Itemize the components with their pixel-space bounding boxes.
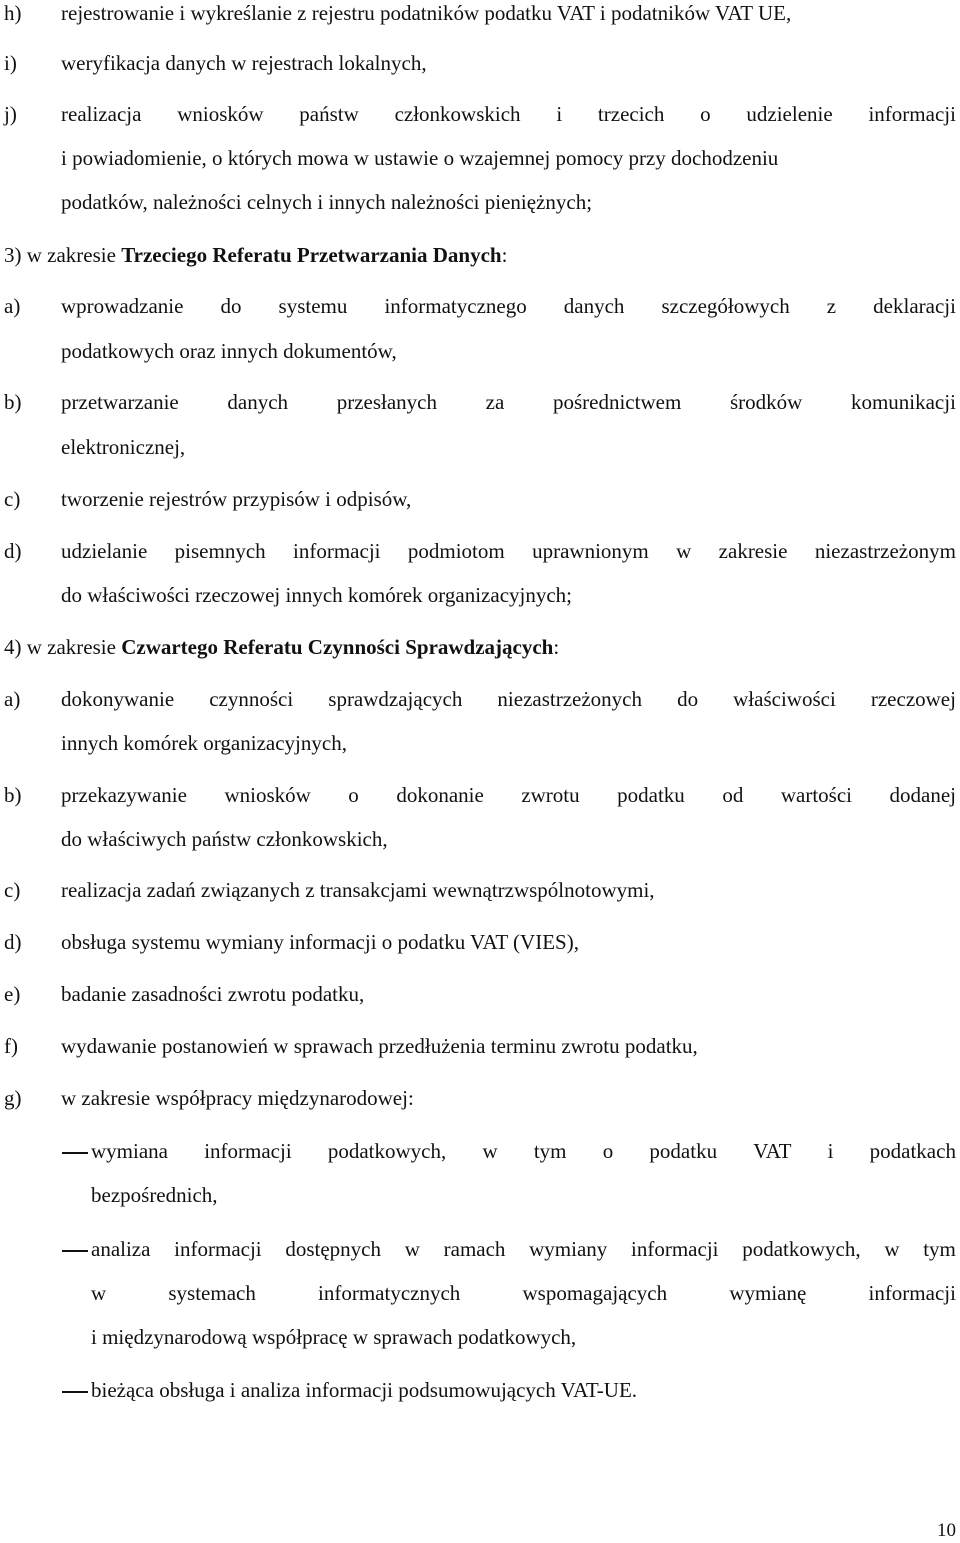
dash-item-2-line-3: i międzynarodową współpracę w sprawach podatkowych, <box>91 1325 577 1349</box>
section-4-item-b-line-2: do właściwych państw członkowskich, <box>61 827 388 851</box>
item-label: a) <box>4 294 21 318</box>
dash-item-3-text: bieżąca obsługa i analiza informacji podsumowujących VAT-UE. <box>91 1378 638 1402</box>
word: szczegółowych <box>661 294 790 318</box>
word: informatycznego <box>384 294 527 318</box>
justified-line <box>91 1236 956 1262</box>
justified-text <box>91 1138 956 1164</box>
section-3-item-a-line-1 <box>61 293 956 319</box>
section-3-item-c-text: tworzenie rejestrów przypisów i odpisów, <box>61 487 412 511</box>
section-3-item-a-line-2: podatkowych oraz innych dokumentów, <box>61 339 397 363</box>
justified-line <box>61 293 956 319</box>
section-4-item-d-text: obsługa systemu wymiany informacji o podatku VAT (VIES), <box>61 930 579 954</box>
word: trzecich <box>597 102 665 126</box>
justified-text <box>61 389 956 415</box>
word: wartości <box>780 783 852 807</box>
word: za <box>485 390 505 414</box>
word: do <box>220 294 242 318</box>
section-4-item-f-text: wydawanie postanowień w sprawach przedłużenia terminu zwrotu podatku, <box>61 1034 698 1058</box>
justified-line <box>61 782 956 808</box>
dash-bullet <box>62 1391 88 1393</box>
word: o <box>348 783 359 807</box>
section-3-item-b-line-2: elektronicznej, <box>61 435 186 459</box>
item-text: rejestrowanie i wykreślanie z rejestru podatników podatku VAT i podatników VAT UE, <box>61 1 792 25</box>
section-4-item-f-label: f) <box>4 1034 18 1058</box>
word: ramach <box>443 1237 506 1261</box>
word: wspomagających <box>522 1281 668 1305</box>
word: podatkach <box>869 1139 956 1163</box>
justified-text <box>61 101 956 127</box>
word: udzielenie <box>746 102 833 126</box>
section-title: Trzeciego Referatu Przetwarzania Danych <box>121 243 502 267</box>
section-prefix: w zakresie <box>26 243 116 267</box>
dash-item-1-line-1 <box>91 1138 956 1164</box>
item-text-line-2: i powiadomienie, o których mowa w ustawie o wzajemnej pomocy przy dochodzeniu <box>61 146 779 170</box>
section-4-item-e-label: e) <box>4 982 21 1006</box>
justified-text <box>61 538 956 564</box>
section-3-item-d-line-1 <box>61 538 956 564</box>
section-4-item-a-line-1 <box>61 686 956 712</box>
word: informacji <box>868 1281 956 1305</box>
word: podatkowych, <box>742 1237 861 1261</box>
dash-item-2-line-1 <box>91 1236 956 1262</box>
section-4-item-e-text: badanie zasadności zwrotu podatku, <box>61 982 365 1006</box>
justified-text <box>61 686 956 712</box>
section-label: 4) <box>4 635 22 659</box>
word: dokonanie <box>396 783 484 807</box>
word: przesłanych <box>336 390 438 414</box>
dash-bullet <box>62 1152 88 1154</box>
section-4-item-d-label: d) <box>4 930 22 954</box>
word: o <box>700 102 711 126</box>
word: przetwarzanie <box>61 390 179 414</box>
section-3-item-d-label: d) <box>4 539 22 563</box>
word: systemu <box>278 294 348 318</box>
word: podmiotom <box>407 539 505 563</box>
section-4-item-b-label: b) <box>4 783 22 807</box>
word: właściwości <box>733 687 836 711</box>
page-number: 10 <box>937 1520 956 1541</box>
word: w <box>91 1281 107 1305</box>
word: systemach <box>168 1281 256 1305</box>
word: wprowadzanie <box>61 294 184 318</box>
justified-line <box>61 686 956 712</box>
word: pośrednictwem <box>552 390 682 414</box>
justified-line <box>91 1138 956 1164</box>
word: w <box>404 1237 420 1261</box>
word: w <box>482 1139 498 1163</box>
justified-text <box>91 1280 956 1306</box>
word: o <box>602 1139 614 1163</box>
section-label: 3) <box>4 243 22 267</box>
justified-text <box>61 293 956 319</box>
section-4-item-c-text: realizacja zadań związanych z transakcjami wewnątrzwspólnotowymi, <box>61 878 655 902</box>
item-label: j) <box>4 102 17 126</box>
word: do <box>677 687 699 711</box>
item-text-line-3: podatków, należności celnych i innych należności pieniężnych; <box>61 190 593 214</box>
word: dodanej <box>889 783 956 807</box>
word: środków <box>729 390 803 414</box>
section-3-item-d-line-2: do właściwości rzeczowej innych komórek organizacyjnych; <box>61 583 573 607</box>
word: niezastrzeżonym <box>814 539 956 563</box>
word: wymiany <box>529 1237 608 1261</box>
word: czynności <box>209 687 294 711</box>
word: w <box>884 1237 900 1261</box>
word: analiza <box>91 1237 151 1261</box>
section-3-item-c-label: c) <box>4 487 21 511</box>
section-4-item-b-line-1 <box>61 782 956 808</box>
section-4-item-g-text: w zakresie współpracy międzynarodowej: <box>61 1086 414 1110</box>
word: wniosków <box>177 102 264 126</box>
word: zwrotu <box>521 783 580 807</box>
word: informacji <box>204 1139 292 1163</box>
section-4-heading <box>4 634 559 660</box>
justified-text <box>61 782 956 808</box>
word: udzielanie <box>61 539 148 563</box>
item-label: h) <box>4 1 22 25</box>
word: tym <box>533 1139 567 1163</box>
word: informatycznych <box>318 1281 461 1305</box>
word: informacji <box>174 1237 262 1261</box>
justified-text <box>91 1236 956 1262</box>
section-4-item-a-line-2: innych komórek organizacyjnych, <box>61 731 347 755</box>
word: VAT <box>753 1139 792 1163</box>
word: danych <box>563 294 625 318</box>
justified-line <box>61 538 956 564</box>
justified-line <box>91 1280 956 1306</box>
word: podatku <box>617 783 685 807</box>
section-3-item-b-line-1 <box>61 389 956 415</box>
word: i <box>556 102 563 126</box>
section-3-item-b-label: b) <box>4 390 22 414</box>
word: podatkowych, <box>327 1139 447 1163</box>
word: dostępnych <box>285 1237 382 1261</box>
section-4-item-g-label: g) <box>4 1086 22 1110</box>
word: z <box>826 294 837 318</box>
word: państw <box>299 102 359 126</box>
word: dokonywanie <box>61 687 175 711</box>
word: komunikacji <box>850 390 956 414</box>
word: podatku <box>649 1139 718 1163</box>
section-4-item-c-label: c) <box>4 878 21 902</box>
justified-line <box>61 389 956 415</box>
dash-item-1-line-2: bezpośrednich, <box>91 1183 218 1207</box>
section-title: Czwartego Referatu Czynności Sprawdzających <box>121 635 554 659</box>
word: danych <box>227 390 289 414</box>
section-3-heading <box>4 242 507 268</box>
word: sprawdzających <box>328 687 463 711</box>
word: informacji <box>293 539 381 563</box>
word: pisemnych <box>174 539 266 563</box>
word: informacji <box>631 1237 719 1261</box>
section-prefix: w zakresie <box>26 635 116 659</box>
word: wymiana <box>91 1139 168 1163</box>
dash-item-2-line-2 <box>91 1280 956 1306</box>
item-label: i) <box>4 51 17 75</box>
section-colon: : <box>501 243 508 267</box>
item-text-line-1 <box>61 101 956 127</box>
word: uprawnionym <box>532 539 649 563</box>
word: tym <box>923 1237 956 1261</box>
section-colon: : <box>553 635 560 659</box>
word: członkowskich <box>394 102 521 126</box>
word: przekazywanie <box>61 783 187 807</box>
word: realizacja <box>61 102 142 126</box>
word: od <box>722 783 744 807</box>
word: rzeczowej <box>870 687 956 711</box>
word: zakresie <box>718 539 788 563</box>
word: wymianę <box>729 1281 807 1305</box>
word: w <box>676 539 692 563</box>
word: informacji <box>868 102 956 126</box>
item-text: weryfikacja danych w rejestrach lokalnych, <box>61 51 427 75</box>
word: deklaracji <box>873 294 956 318</box>
dash-bullet <box>62 1250 88 1252</box>
section-4-item-a-label: a) <box>4 687 21 711</box>
word: i <box>827 1139 834 1163</box>
word: niezastrzeżonych <box>497 687 643 711</box>
word: wniosków <box>224 783 311 807</box>
